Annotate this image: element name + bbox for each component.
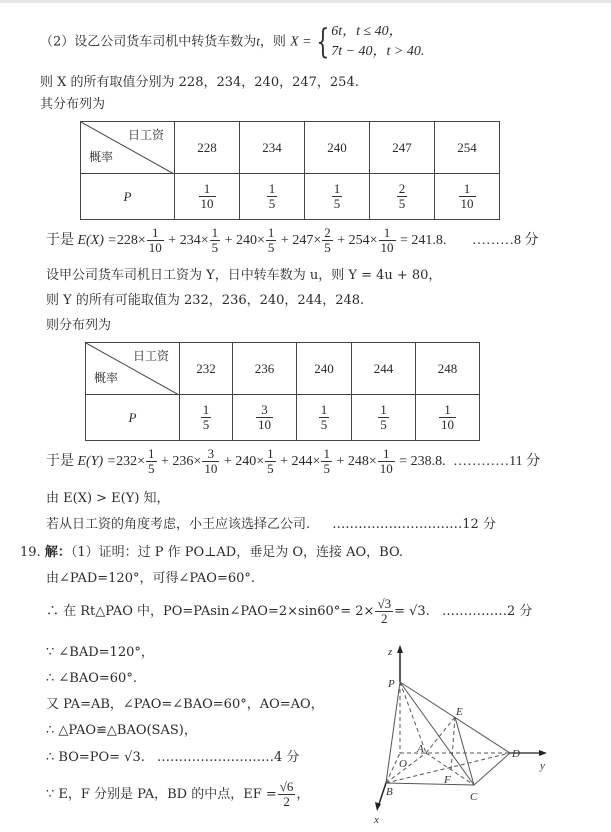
value-cell: 240 [305,122,370,174]
ex-score: ………8 分 [471,233,539,248]
x-arrow-icon [375,802,381,811]
prob-cell: $\frac{1}{5}$ [297,395,352,441]
row-label-p: P [81,174,175,220]
var-t: t [256,33,260,49]
company-a-line2: 则 Y 的所有可能取值为 232，236，240，244，248. [46,293,365,308]
q19-line4: ∵ ∠BAD=120°， [46,645,154,660]
label-O: O [399,758,407,770]
ey-result: = 238.8. [399,454,446,469]
q19-proof-start: （1）证明：过 P 作 PO⊥AD，垂足为 O，连接 AO，BO. [70,545,403,560]
table-header-diagonal [81,122,175,174]
frac-den: 2 [381,611,388,626]
term-value: 247× [292,233,322,248]
table-header-diagonal [86,343,180,395]
term-fraction: $\frac{1}{5}$ [323,446,330,477]
value-cell: 244 [352,343,416,395]
prob-cell: $\frac{1}{5}$ [240,174,305,220]
value-cell: 234 [240,122,305,174]
ex-prefix: 于是 [46,233,74,248]
label-x: x [374,814,379,826]
x-values-line: 则 X 的所有取值分别为 228，234，240，247，254. [40,75,359,90]
edge-PC [400,682,474,785]
term-fraction: $\frac{3}{10}$ [204,446,218,477]
value-cell: 236 [233,343,297,395]
edge-BC [386,783,474,785]
term-fraction: $\frac{1}{5}$ [211,225,219,256]
score-2: ……………2 分 [441,604,533,619]
term-value: 244× [291,454,321,469]
q19-line6: 又 PA=AB，∠PAO=∠BAO=60°，AO=AO， [46,697,324,712]
term-value: 254× [348,233,378,248]
header-probability: 概率 [89,150,114,164]
ey-formula [46,447,540,477]
case-2: 7t − 40，t > 40. [331,44,425,59]
label-E: E [456,706,463,718]
label-z: z [388,646,393,658]
header-daily-wage: 日工资 [127,128,164,142]
plus-sign: + [276,454,292,469]
label-P: P [388,678,395,690]
bo-po-text: ∴ BO=PO= √3. [46,750,145,765]
term-value: 240× [236,233,265,248]
intro-text: （2）设乙公司货车司机中转货车数为 [40,34,257,50]
term-fraction: $\frac{1}{10}$ [380,225,394,256]
ex-result: = 241.8. [400,233,447,248]
label-A: A [417,743,424,755]
prob-cell: $\frac{1}{10}$ [175,174,240,220]
term-value: 236× [172,454,202,469]
score-4: ………………………4 分 [157,750,300,765]
ef-end: ， [296,787,310,802]
term-value: 234× [179,233,209,248]
po-result: = √3. [394,604,430,619]
plus-sign: + [220,454,236,469]
company-a-line1: 设甲公司货车司机日工资为 Y，日中转车数为 u，则 Y = 4u + 80， [46,268,442,283]
value-cell: 247 [370,122,435,174]
value-cell: 254 [435,122,500,174]
prob-cell: $\frac{2}{5}$ [370,174,435,220]
term-fraction: $\frac{1}{5}$ [267,446,274,477]
header-probability: 概率 [94,371,119,385]
term-value: 228× [116,233,146,248]
distribution-table-x [80,121,500,220]
ey-terms [116,446,396,477]
label-D: D [512,748,520,760]
ey-prefix: 于是 [46,454,74,469]
term-fraction: $\frac{2}{5}$ [324,225,331,256]
label-F: F [444,774,451,786]
ef-text: ∵ E，F 分别是 PA，BD 的中点，EF = [46,787,277,802]
brace: { [315,22,329,62]
row-label-p: P [86,395,180,441]
conclusion-score: …………………………12 分 [332,517,496,532]
prob-cell: $\frac{1}{10}$ [435,174,500,220]
q19-line1 [20,544,403,562]
frac-num: √3 [377,596,392,611]
part2-intro [40,22,424,62]
ey-score: …………11 分 [453,454,541,469]
prob-cell: $\frac{1}{10}$ [416,395,480,441]
prob-cell: $\frac{1}{5}$ [180,395,233,441]
frac-num: √6 [279,779,294,794]
header-daily-wage: 日工资 [132,349,169,363]
q19-line5: ∴ ∠BAO=60°. [46,671,137,686]
prob-cell: $\frac{1}{5}$ [305,174,370,220]
term-fraction: $\frac{1}{10}$ [379,446,393,477]
q19-number: 19. [20,545,41,560]
q19-line7: ∴ △PAO≌△BAO(SAS)， [46,723,197,738]
label-C: C [470,791,478,803]
plus-sign: + [277,233,293,248]
plus-sign: + [157,454,173,469]
q19-line3 [46,597,532,627]
edge-AE [426,717,455,753]
ex-lhs: E(X) = [77,233,117,248]
term-fraction: $\frac{1}{5}$ [267,225,275,256]
dist-intro: 其分布列为 [40,97,106,112]
z-arrow-icon [397,645,403,653]
y-arrow-icon [539,750,547,756]
intro-mid: ，则 [259,34,286,50]
po-formula: ∴ 在 Rt△PAO 中，PO=PAsin∠PAO=2×sin60°= 2× [46,604,375,619]
value-cell: 240 [297,343,352,395]
frac-den: 2 [283,794,290,809]
piecewise-cases [331,22,424,62]
term-value: 232× [116,454,146,469]
company-a-line3: 则分布列为 [46,318,112,333]
prob-cell: $\frac{1}{5}$ [352,395,416,441]
label-B: B [386,786,393,798]
value-cell: 232 [180,343,233,395]
ey-lhs: E(Y) = [77,454,117,469]
term-value: 240× [235,454,265,469]
q19-line8 [46,749,299,767]
edge-EF [451,717,455,771]
value-cell: 228 [175,122,240,174]
plus-sign: + [164,233,180,248]
conclusion-line2 [46,516,496,534]
conclusion-line1: 由 E(X) > E(Y) 知， [46,491,170,506]
distribution-table-y [85,342,480,441]
ex-terms [116,225,397,256]
pyramid-figure [360,645,550,832]
plus-sign: + [332,454,348,469]
conclusion-text: 若从日工资的角度考虑，小王应该选择乙公司. [46,517,311,532]
q19-label: 解： [44,545,71,560]
term-fraction: $\frac{1}{5}$ [148,446,155,477]
prob-cell: $\frac{3}{10}$ [233,395,297,441]
label-y: y [540,760,545,772]
plus-sign: + [221,233,236,248]
x-equals: X = [290,34,312,50]
top-border [0,0,611,3]
term-fraction: $\frac{1}{10}$ [148,225,162,256]
value-cell: 248 [416,343,480,395]
case-1: 6t，t ≤ 40， [331,24,403,39]
ex-formula [46,226,538,256]
q19-line2: 由∠PAD=120°，可得∠PAO=60°. [46,571,256,586]
q19-line9 [46,780,309,810]
plus-sign: + [333,233,349,248]
term-value: 248× [347,454,377,469]
